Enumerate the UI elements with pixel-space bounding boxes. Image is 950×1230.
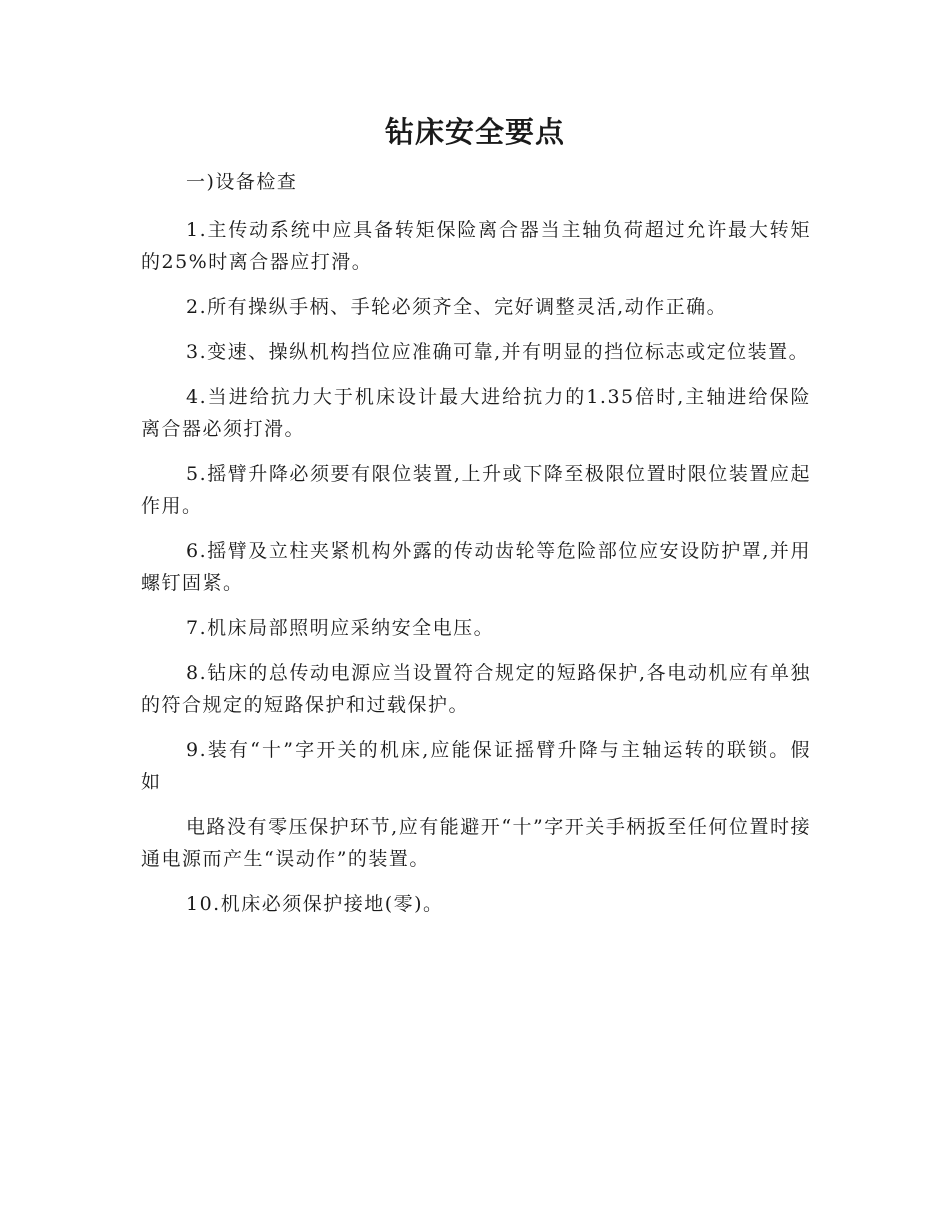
paragraph-item-2: 2.所有操纵手柄、手轮必须齐全、完好调整灵活,动作正确。 <box>186 296 728 318</box>
paragraph-item-5: 5.摇臂升降必须要有限位装置,上升或下降至极限位置时限位装置应起作用。 <box>141 463 811 517</box>
paragraph-item-7: 7.机床局部照明应采纳安全电压。 <box>186 617 495 639</box>
section-heading: 一)设备检查 <box>186 171 298 193</box>
document-title: 钻床安全要点 <box>384 115 565 149</box>
paragraph-item-10: 10.机床必须保护接地(零)。 <box>186 893 444 915</box>
paragraph-continuation: 电路没有零压保护环节,应有能避开“十”字开关手柄扳至任何位置时接通电源而产生“误动作”的装置。 <box>141 816 811 870</box>
paragraph-item-9: 9.装有“十”字开关的机床,应能保证摇臂升降与主轴运转的联锁。假如 <box>141 739 811 793</box>
paragraph-item-3: 3.变速、操纵机构挡位应准确可靠,并有明显的挡位标志或定位装置。 <box>186 341 810 363</box>
document-body <box>141 166 811 933</box>
paragraph-item-1: 1.主传动系统中应具备转矩保险离合器当主轴负荷超过允许最大转矩的25%时离合器应打滑。 <box>141 219 811 273</box>
paragraph-item-8: 8.钻床的总传动电源应当设置符合规定的短路保护,各电动机应有单独的符合规定的短路保护和过载保护。 <box>141 662 811 716</box>
paragraph-item-6: 6.摇臂及立柱夹紧机构外露的传动齿轮等危险部位应安设防护罩,并用螺钉固紧。 <box>141 540 811 594</box>
paragraph-item-4: 4.当进给抗力大于机床设计最大进给抗力的1.35倍时,主轴进给保险离合器必须打滑。 <box>141 386 811 440</box>
